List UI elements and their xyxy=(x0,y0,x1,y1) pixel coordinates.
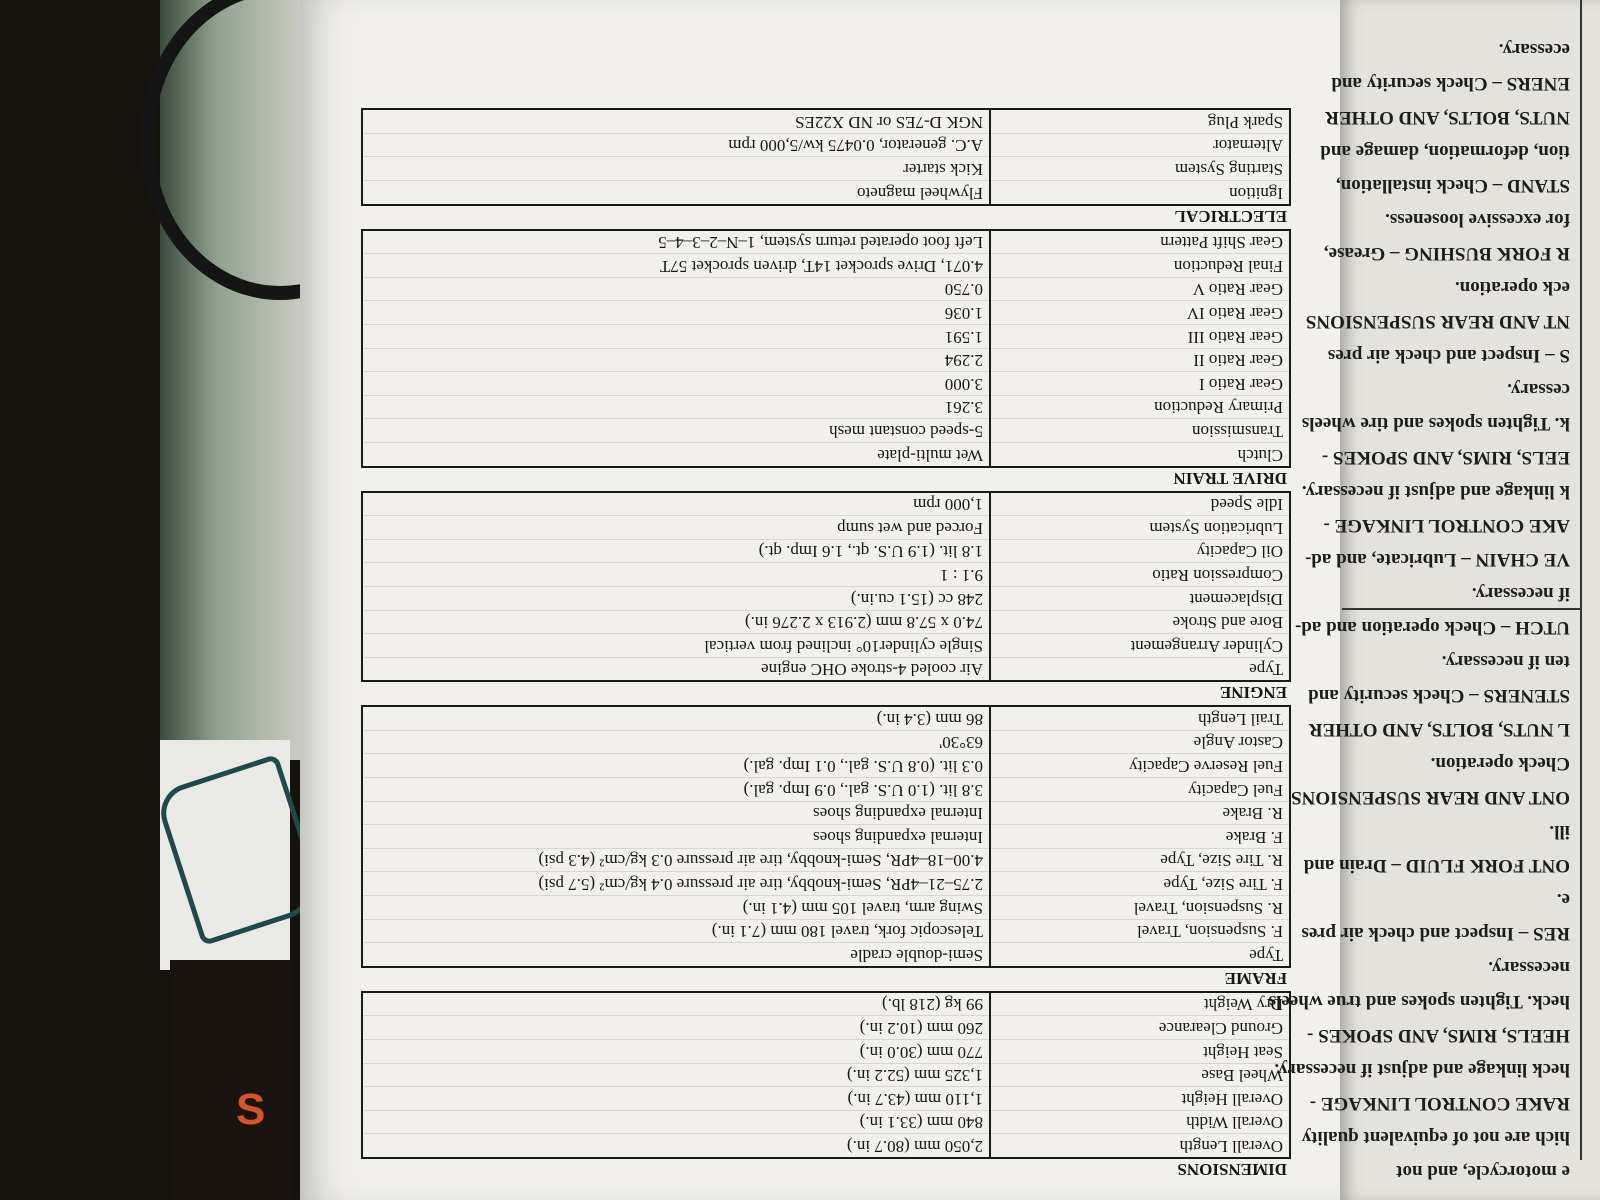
spec-label: Seat Height xyxy=(990,1040,1290,1064)
spec-row xyxy=(362,181,1290,205)
spec-label: Transmission xyxy=(990,419,1290,443)
spec-label: Gear Ratio III xyxy=(990,325,1290,349)
spec-row xyxy=(362,754,1290,778)
facing-page-line: ecessary. xyxy=(1498,39,1570,60)
spec-value: 0.750 xyxy=(944,280,983,300)
spec-value: 1.8 lit. (1.9 U.S. qt., 1.6 Imp. qt.) xyxy=(758,542,983,562)
spec-value: 99 kg (218 lb.) xyxy=(881,995,983,1015)
facing-page-line: Check operation. xyxy=(1430,753,1570,774)
spec-row xyxy=(362,1134,1290,1158)
spec-label: R. Tire Size, Type xyxy=(990,848,1290,872)
spec-value: Single cylinder10° inclined from vertical xyxy=(704,636,983,656)
spec-label: F. Brake xyxy=(990,825,1290,849)
spec-value: 1.036 xyxy=(944,304,983,323)
spec-row xyxy=(362,825,1290,849)
spec-label: Trail Length xyxy=(990,706,1290,730)
spec-label: Compression Ratio xyxy=(990,563,1290,587)
facing-page-line: ENERS – Check security and xyxy=(1331,73,1570,94)
spec-value: Internal expanding shoes xyxy=(813,804,983,824)
spec-label: Gear Ratio I xyxy=(990,372,1290,396)
spec-row xyxy=(362,1087,1290,1111)
spec-page xyxy=(300,0,1340,1200)
facing-page-line: cessary. xyxy=(1507,379,1570,400)
spec-value: 2.294 xyxy=(944,351,983,371)
spec-label: F. Tire Size, Type xyxy=(990,872,1290,896)
spec-value: Internal expanding shoes xyxy=(813,827,983,847)
spec-label: Alternator xyxy=(990,133,1290,157)
spec-label: R. Brake xyxy=(990,801,1290,825)
spec-value: 3.261 xyxy=(944,398,983,418)
spec-value: Wet multi-plate xyxy=(877,445,983,465)
spec-label: Starting System xyxy=(990,157,1290,181)
facing-page-divider xyxy=(1342,608,1582,610)
spec-row xyxy=(362,277,1290,301)
spec-value: 63°30' xyxy=(939,733,983,753)
spec-table xyxy=(361,705,1291,968)
facing-page-line: NT AND REAR SUSPENSIONS xyxy=(1305,311,1570,332)
spec-value: 260 mm (10.2 in.) xyxy=(859,1019,983,1039)
facing-page-line: for excessive looseness. xyxy=(1385,209,1570,230)
spec-value: 2.75–21–4PR, Semi-knobby, tire air pressure 0.4 kg/cm² (5.7 psi) xyxy=(538,875,983,895)
spec-sheet xyxy=(305,106,1295,1180)
facing-page-line: heck linkage and adjust if necessary. xyxy=(1274,1059,1570,1080)
facing-page-line: VE CHAIN – Lubricate, and ad- xyxy=(1305,549,1570,570)
facing-page-line: heck. Tighten spokes and true wheels xyxy=(1268,991,1570,1012)
spec-row xyxy=(362,730,1290,754)
spec-value: 86 mm (3.4 in.) xyxy=(876,709,983,729)
spec-row xyxy=(362,301,1290,325)
facing-page-line: HEELS, RIMS, AND SPOKES - xyxy=(1307,1025,1570,1046)
spec-value: Air cooled 4-stroke OHC engine xyxy=(761,660,983,680)
facing-page xyxy=(1268,0,1600,1200)
spec-row xyxy=(362,516,1290,540)
spec-label: Gear Ratio IV xyxy=(990,301,1290,325)
facing-page-line: UTCH – Check operation and ad- xyxy=(1295,617,1570,638)
spec-label: Overall Length xyxy=(990,1134,1290,1158)
spec-label: Lubrication System xyxy=(990,516,1290,540)
spec-value: 770 mm (30.0 in.) xyxy=(859,1042,983,1062)
section-title: ENGINE xyxy=(1219,683,1287,703)
facing-page-line: NUTS, BOLTS, AND OTHER xyxy=(1325,107,1570,128)
facing-page-line: RES – Inspect and check air pres xyxy=(1301,923,1570,944)
spec-label: Spark Plug xyxy=(990,109,1290,133)
spec-value: 1,000 rpm xyxy=(913,495,983,515)
facing-page-line: ten if necessary. xyxy=(1441,651,1570,672)
spec-value: 248 cc (15.1 cu.in.) xyxy=(850,589,983,609)
spec-row xyxy=(362,1110,1290,1134)
spec-row xyxy=(362,133,1290,157)
spec-value: A.C. generator, 0.0475 kw/5,000 rpm xyxy=(728,136,983,156)
facing-page-line: hich are not of equivalent quality xyxy=(1301,1127,1570,1148)
spec-label: Fuel Reserve Capacity xyxy=(990,754,1290,778)
spec-row xyxy=(362,992,1290,1016)
spec-table xyxy=(361,991,1291,1159)
magazine-letter: S xyxy=(236,1085,266,1134)
spec-value: Left foot operated return system, 1–N–2–3–4–5 xyxy=(658,233,983,253)
spec-label: Final Reduction xyxy=(990,254,1290,278)
spec-label: Type xyxy=(990,943,1290,967)
facing-page-line: k linkage and adjust if necessary. xyxy=(1301,481,1570,502)
spec-label: Wheel Base xyxy=(990,1063,1290,1087)
facing-page-line: ONT AND REAR SUSPENSIONS xyxy=(1291,787,1570,808)
spec-value: 2,050 mm (80.7 in.) xyxy=(847,1137,983,1156)
spec-value: Telescopic fork, travel 180 mm (7.1 in.) xyxy=(711,922,983,942)
spec-row xyxy=(362,801,1290,825)
spec-value: 3.000 xyxy=(944,374,983,394)
spec-row xyxy=(362,395,1290,419)
facing-page-line: AKE CONTROL LINKAGE - xyxy=(1323,515,1570,536)
spec-label: Ignition xyxy=(990,181,1290,205)
facing-page-line: e motorcycle, and not xyxy=(1396,1161,1570,1182)
spec-table xyxy=(361,229,1291,468)
facing-page-rotated xyxy=(1268,0,1600,1200)
spec-row xyxy=(362,442,1290,466)
spec-value: 840 mm (33.1 in.) xyxy=(859,1113,983,1133)
facing-page-line: eck operation. xyxy=(1454,277,1570,298)
spec-label: Overall Height xyxy=(990,1087,1290,1111)
spec-label: Gear Shift Pattern xyxy=(990,230,1290,254)
spec-row xyxy=(362,109,1290,133)
facing-page-line: ill. xyxy=(1549,821,1570,842)
spec-row xyxy=(362,348,1290,372)
facing-page-line: k. Tighten spokes and tire wheels xyxy=(1301,413,1570,434)
spec-value: 4.071, Drive sprocket 14T, driven sprocket 57T xyxy=(659,256,983,276)
spec-value: Semi-double cradle xyxy=(850,945,983,965)
facing-page-line: if necessary. xyxy=(1471,583,1570,604)
spec-label: Dry Weight xyxy=(990,992,1290,1016)
spec-row xyxy=(362,157,1290,181)
facing-page-line: S – Inspect and check air pres xyxy=(1327,345,1570,366)
spec-row xyxy=(362,586,1290,610)
spec-row xyxy=(362,492,1290,516)
spec-value: 74.0 x 57.8 mm (2.913 x 2.276 in.) xyxy=(745,613,983,633)
spec-row xyxy=(362,325,1290,349)
section-title: FRAME xyxy=(1224,968,1287,988)
spec-value: NGK D-7ES or ND X22ES xyxy=(795,112,983,132)
section-title: DRIVE TRAIN xyxy=(1173,468,1287,488)
spec-label: Displacement xyxy=(990,586,1290,610)
spec-label: Type xyxy=(990,657,1290,681)
spec-value: 5-speed constant mesh xyxy=(829,421,983,441)
spec-label: Overall Width xyxy=(990,1110,1290,1134)
spec-value: Swing arm, travel 105 mm (4.1 in.) xyxy=(742,898,983,918)
facing-page-line: RAKE CONTROL LINKAGE - xyxy=(1309,1093,1570,1114)
spec-row xyxy=(362,230,1290,254)
facing-page-line: e. xyxy=(1556,889,1570,910)
spec-row xyxy=(362,372,1290,396)
magazine-cover-bottom xyxy=(170,960,290,1200)
spec-value: Flywheel magneto xyxy=(856,183,983,203)
spec-value: Forced and wet sump xyxy=(837,518,983,538)
section-title: DIMENSIONS xyxy=(1177,1160,1287,1179)
spec-row xyxy=(362,419,1290,443)
spec-row xyxy=(362,872,1290,896)
spec-row xyxy=(362,610,1290,634)
spec-label: Gear Ratio II xyxy=(990,348,1290,372)
spec-row xyxy=(362,943,1290,967)
spec-label: Bore and Stroke xyxy=(990,610,1290,634)
facing-page-line: STENERS – Check security and xyxy=(1308,685,1570,706)
spec-row xyxy=(362,706,1290,730)
facing-page-line: EELS, RIMS, AND SPOKES - xyxy=(1321,447,1570,468)
spec-value: 1,110 mm (43.7 in.) xyxy=(847,1089,983,1109)
section-title: ELECTRICAL xyxy=(1174,206,1287,226)
spec-label: Idle Speed xyxy=(990,492,1290,516)
facing-page-line: tion, deformation, damage and xyxy=(1320,141,1570,162)
spec-table xyxy=(361,491,1291,683)
spec-label: Ground Clearance xyxy=(990,1016,1290,1040)
spec-row xyxy=(362,778,1290,802)
facing-page-line: ONT FORK FLUID – Drain and xyxy=(1303,855,1570,876)
spec-value: 1.591 xyxy=(944,327,983,347)
spec-value: 9.1 : 1 xyxy=(940,565,983,585)
spec-label: Castor Angle xyxy=(990,730,1290,754)
spec-value: 4.00–18–4PR, Semi-knobby, tire air pressure 0.3 kg/cm² (4.3 psi) xyxy=(538,851,983,871)
spec-label: Clutch xyxy=(990,442,1290,466)
spec-row xyxy=(362,919,1290,943)
spec-row xyxy=(362,1063,1290,1087)
spec-row xyxy=(362,896,1290,920)
spec-value: 3.8 lit. (1.0 U.S. gal., 0.9 Imp. gal.) xyxy=(743,780,983,800)
spec-value: 1,325 mm (52.2 in.) xyxy=(847,1066,983,1086)
spec-label: Cylinder Arrangement xyxy=(990,634,1290,658)
spec-row xyxy=(362,1016,1290,1040)
facing-page-line: R FORK BUSHING – Grease, xyxy=(1323,243,1570,264)
facing-page-line: STAND – Check installation, xyxy=(1335,175,1570,196)
spec-row xyxy=(362,539,1290,563)
facing-page-line: necessary. xyxy=(1488,957,1570,978)
spec-page-rotated xyxy=(300,0,1340,1200)
spec-label: Primary Reduction xyxy=(990,395,1290,419)
spec-row xyxy=(362,657,1290,681)
spec-label: F. Suspension, Travel xyxy=(990,919,1290,943)
spec-label: R. Suspension, Travel xyxy=(990,896,1290,920)
spec-table xyxy=(361,108,1291,205)
spec-label: Fuel Capacity xyxy=(990,778,1290,802)
spec-row xyxy=(362,1040,1290,1064)
spec-row xyxy=(362,848,1290,872)
spec-label: Gear Ratio V xyxy=(990,277,1290,301)
spec-label: Oil Capacity xyxy=(990,539,1290,563)
spec-value: 0.3 lit. (0.8 U.S. gal., 0.1 Imp. gal.) xyxy=(743,757,983,777)
spec-row xyxy=(362,254,1290,278)
spec-row xyxy=(362,634,1290,658)
facing-page-line: L NUTS, BOLTS, AND OTHER xyxy=(1308,719,1570,740)
spec-row xyxy=(362,563,1290,587)
spec-value: Kick starter xyxy=(903,160,983,180)
